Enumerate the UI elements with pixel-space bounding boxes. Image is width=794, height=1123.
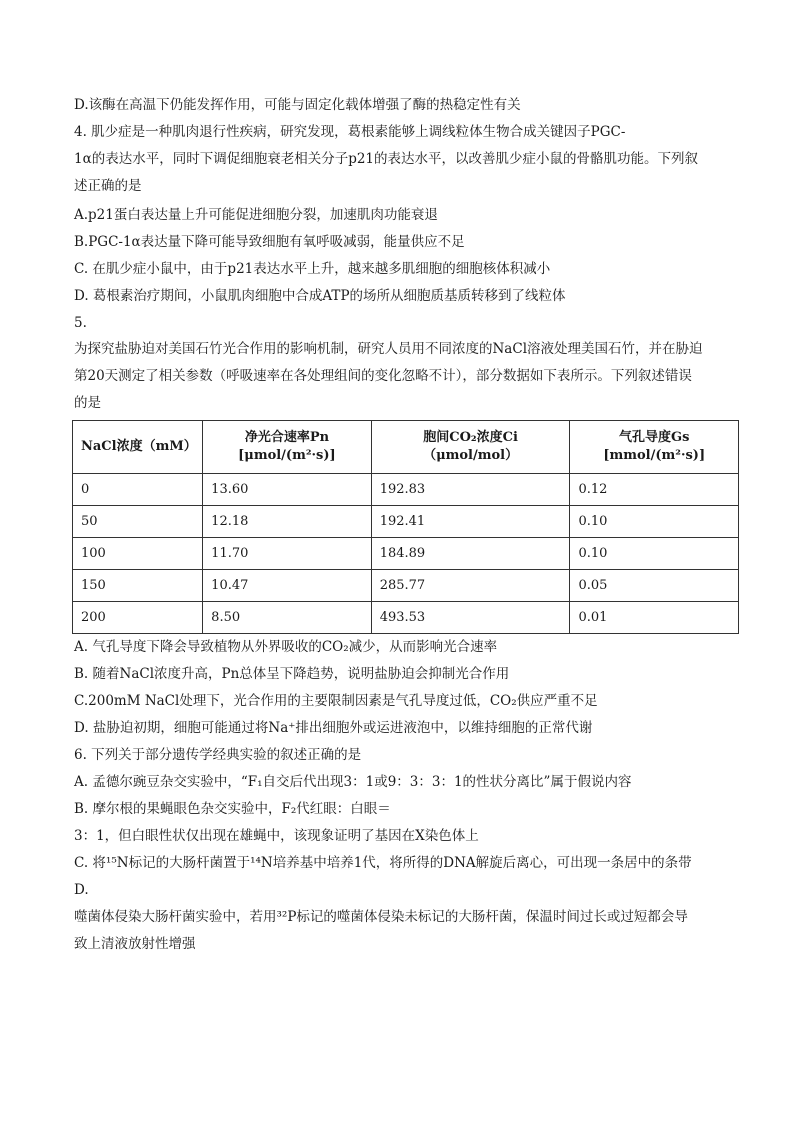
table-cell: 0.10	[570, 538, 739, 570]
question-4-stem-line3: 述正确的是	[74, 178, 142, 194]
table-cell: 0	[73, 474, 203, 506]
question-5-stem-line3: 的是	[74, 395, 101, 411]
table-cell: 192.83	[371, 474, 570, 506]
option-b-q5: B. 随着NaCl浓度升高，Pn总体呈下降趋势，说明盐胁迫会抑制光合作用	[74, 666, 510, 682]
table-row	[73, 602, 739, 634]
table-cell: 100	[73, 538, 203, 570]
question-6-stem: 6. 下列关于部分遗传学经典实验的叙述正确的是	[74, 747, 362, 763]
header-gs: 气孔导度Gs [mmol/(m²·s)]	[570, 421, 739, 474]
option-c-q6: C. 将¹⁵N标记的大肠杆菌置于¹⁴N培养基中培养1代，将所得的DNA解旋后离心，可出现一条居中的条带	[74, 855, 692, 871]
header-pn: 净光合速率Pn [μmol/(m²·s)]	[203, 421, 372, 474]
option-a-q5: A. 气孔导度下降会导致植物从外界吸收的CO₂减少，从而影响光合速率	[74, 639, 498, 655]
option-d-q6-line2: 致上清液放射性增强	[74, 936, 196, 952]
option-a-q4: A.p21蛋白表达量上升可能促进细胞分裂，加速肌肉功能衰退	[74, 207, 438, 223]
table-cell: 12.18	[203, 506, 372, 538]
table-cell: 493.53	[371, 602, 570, 634]
table-cell: 0.10	[570, 506, 739, 538]
question-4-stem-line2: 1α的表达水平，同时下调促细胞衰老相关分子p21的表达水平，以改善肌少症小鼠的骨骼肌功能。下列叙	[74, 151, 699, 167]
question-4-stem-line1: 4. 肌少症是一种肌肉退行性疾病，研究发现，葛根素能够上调线粒体生物合成关键因子PGC-	[74, 124, 626, 140]
table-cell: 8.50	[203, 602, 372, 634]
table-cell: 0.05	[570, 570, 739, 602]
table-cell: 10.47	[203, 570, 372, 602]
header-ci: 胞间CO₂浓度Ci（μmol/mol）	[371, 421, 570, 474]
option-d-q6-label: D.	[74, 882, 89, 898]
question-5-stem-line2: 第20天测定了相关参数（呼吸速率在各处理组间的变化忽略不计），部分数据如下表所示。下列叙述错误	[74, 368, 692, 384]
table-cell: 184.89	[371, 538, 570, 570]
table-row	[73, 474, 739, 506]
table-cell: 11.70	[203, 538, 372, 570]
table-row	[73, 570, 739, 602]
question-5-number: 5.	[74, 315, 87, 331]
table-row	[73, 538, 739, 570]
option-a-q6: A. 孟德尔豌豆杂交实验中，“F₁自交后代出现3：1或9：3：3：1的性状分离比”属于假说内容	[74, 774, 632, 790]
table-cell: 13.60	[203, 474, 372, 506]
table-cell: 150	[73, 570, 203, 602]
option-c-q5: C.200mM NaCl处理下，光合作用的主要限制因素是气孔导度过低，CO₂供应严重不足	[74, 693, 598, 709]
question-5-stem-line1: 为探究盐胁迫对美国石竹光合作用的影响机制，研究人员用不同浓度的NaCl溶液处理美国石竹，并在胁迫	[74, 341, 703, 357]
option-b-q4: B.PGC-1α表达量下降可能导致细胞有氧呼吸减弱，能量供应不足	[74, 234, 465, 250]
option-b-q6-line2: 3：1，但白眼性状仅出现在雄蝇中，该现象证明了基因在X染色体上	[74, 828, 479, 844]
data-table	[72, 420, 739, 634]
table-cell: 0.01	[570, 602, 739, 634]
option-d-q5: D. 盐胁迫初期，细胞可能通过将Na⁺排出细胞外或运进液泡中，以维持细胞的正常代谢	[74, 720, 593, 736]
option-c-q4: C. 在肌少症小鼠中，由于p21表达水平上升，越来越多肌细胞的细胞核体积减小	[74, 261, 551, 277]
table-cell: 285.77	[371, 570, 570, 602]
option-d-q6-line1: 噬菌体侵染大肠杆菌实验中，若用³²P标记的噬菌体侵染未标记的大肠杆菌，保温时间过长或过短都会导	[74, 909, 688, 925]
table-row	[73, 506, 739, 538]
table-cell: 192.41	[371, 506, 570, 538]
option-d-q4: D. 葛根素治疗期间，小鼠肌肉细胞中合成ATP的场所从细胞质基质转移到了线粒体	[74, 288, 566, 304]
table-header-row	[73, 421, 739, 474]
table-cell: 0.12	[570, 474, 739, 506]
table-cell: 200	[73, 602, 203, 634]
option-d-q3: D.该酶在高温下仍能发挥作用，可能与固定化载体增强了酶的热稳定性有关	[74, 97, 521, 113]
header-nacl: NaCl浓度（mM）	[73, 421, 203, 474]
table-cell: 50	[73, 506, 203, 538]
option-b-q6-line1: B. 摩尔根的果蝇眼色杂交实验中，F₂代红眼：白眼＝	[74, 801, 391, 817]
